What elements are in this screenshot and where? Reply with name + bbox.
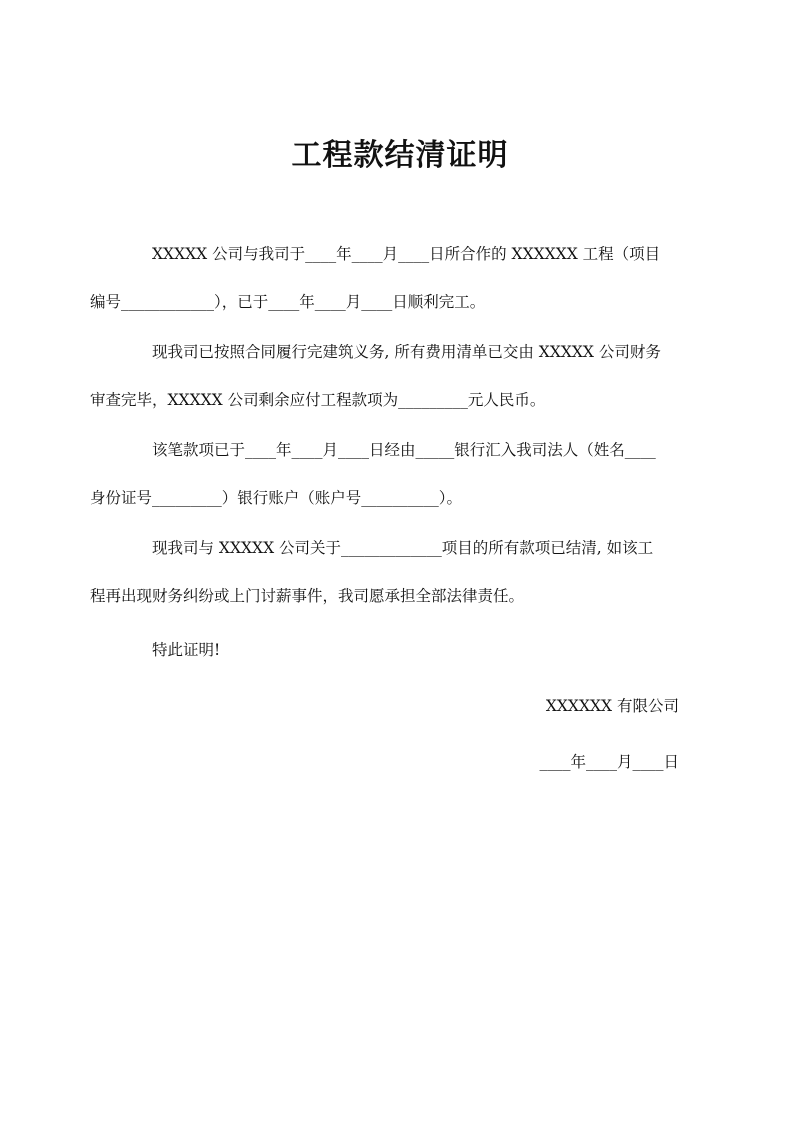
paragraph-cooperation (90, 230, 681, 326)
signature-date: ____年____月____日 (539, 753, 679, 771)
paragraph-line: 现我司已按照合同履行完建筑义务, 所有费用清单已交由 XXXXX 公司财务 (152, 343, 661, 361)
closing-statement: 特此证明! (152, 641, 221, 659)
paragraph-line: 现我司与 XXXXX 公司关于_____________项目的所有款项已结清, 如该工 (152, 539, 654, 557)
document-title: 工程款结清证明 (291, 138, 509, 173)
paragraph-line: 程再出现财务纠纷或上门讨薪事件，我司愿承担全部法律责任。 (90, 587, 525, 605)
document-body (90, 230, 681, 676)
paragraph-line: 编号____________），已于____年____月____日顺利完工。 (90, 293, 486, 311)
paragraph-line: 该笔款项已于____年____月____日经由_____银行汇入我司法人（姓名____ (152, 441, 656, 459)
paragraph-payment (90, 426, 681, 522)
paragraph-line: XXXXX 公司与我司于____年____月____日所合作的 XXXXXX 工程（项目 (152, 245, 661, 263)
paragraph-audit (90, 328, 681, 424)
signature-company: XXXXXX 有限公司 (545, 697, 679, 715)
paragraph-line: 身份证号_________）银行账户（账户号__________）。 (90, 489, 463, 507)
paragraph-line: 审查完毕，XXXXX 公司剩余应付工程款项为_________元人民币。 (90, 391, 546, 409)
paragraph-liability (90, 524, 681, 620)
